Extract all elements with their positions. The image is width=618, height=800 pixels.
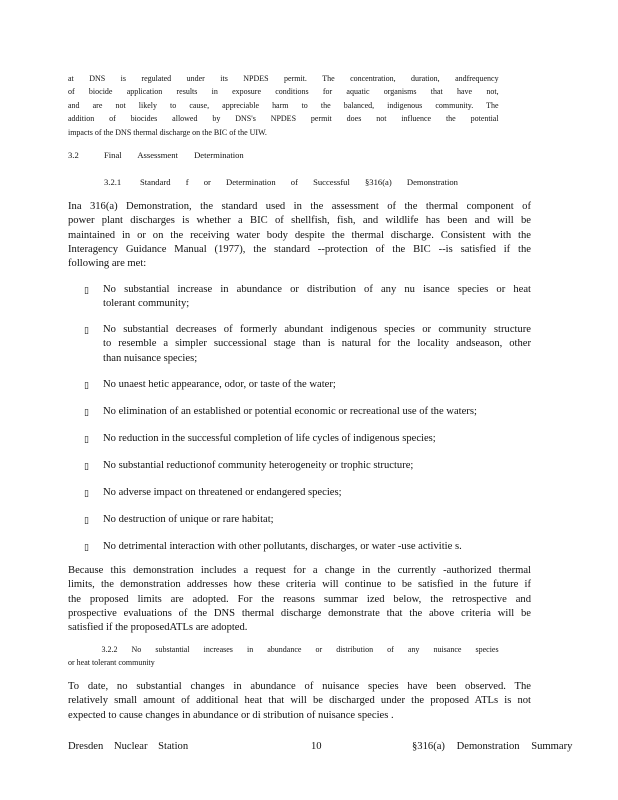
text-line: expected to cause changes in abundance or di stribution of nuisance species .	[68, 709, 394, 721]
text-line: No substantial increase in abundance or distribution of any nu isance species or heat	[103, 284, 531, 295]
text-line: No substantial reductionof community heterogeneity or trophic structure;	[103, 460, 414, 471]
text-line: of biocide application results in exposure conditions for aquatic organisms that have not,	[68, 86, 499, 97]
text-line: prospective evaluations of the DNS thermal discharge demonstrate that the above criteria will be	[68, 607, 531, 619]
bullet-box-icon: ▯	[84, 461, 89, 471]
text-line: Interagency Guidance Manual (1977), the standard --protection of the BIC --is satisfied if the	[68, 243, 531, 255]
criteria-text	[103, 432, 436, 446]
text-line: addition of biocides allowed by DNS's NPDES permit does not influence the potential	[68, 113, 499, 124]
text-line: No substantial decreases of formerly abundant indigenous species or community structure	[103, 324, 531, 335]
criteria-text	[103, 378, 336, 392]
section-3-2-number: 3.2	[68, 150, 79, 160]
bullet-box-icon: ▯	[84, 515, 89, 525]
text-line: and are not likely to cause, appreciable harm to the balanced, indigenous community. The	[68, 99, 499, 110]
intro-paragraph	[68, 72, 499, 139]
criteria-text	[103, 486, 342, 500]
text-line: tolerant community;	[103, 298, 190, 310]
bullet-box-icon: ▯	[84, 407, 89, 417]
criteria-text	[103, 283, 531, 312]
text-line: impacts of the DNS thermal discharge on the BIC of the UIW.	[68, 126, 267, 137]
nuisance-paragraph	[68, 680, 531, 723]
text-line: 3.2.2 No substantial increases in abundance or distribution of any nuisance species	[101, 644, 499, 654]
criteria-text	[103, 405, 477, 419]
text-line: Because this demonstration includes a request for a change in the currently -authorized thermal	[68, 565, 531, 576]
bullet-box-icon: ▯	[84, 542, 89, 552]
text-line: power plant discharges is whether a BIC of shellfish, fish, and wildlife has been and will be	[68, 215, 531, 227]
section-3-2-2-heading	[68, 643, 499, 670]
text-line: relatively small amount of additional heat that will be discharged under the proposed ATLs is not	[68, 695, 531, 707]
text-line: No elimination of an established or potential economic or recreational use of the waters;	[103, 406, 477, 417]
text-line: or heat tolerant community	[68, 657, 155, 668]
criteria-text	[103, 513, 274, 527]
text-line: maintained in or on the receiving water body despite the thermal discharge. Consistent with the	[68, 229, 531, 241]
section-3-2-1-title: Standard f or Determination of Successful §316(a) Demonstration	[140, 177, 458, 187]
text-line: Ina 316(a) Demonstration, the standard used in the assessment of the thermal component of	[68, 201, 531, 212]
footer-title: §316(a) Demonstration Summary	[412, 741, 573, 752]
footer-page-number: 10	[311, 741, 322, 752]
text-line: To date, no substantial changes in abundance of nuisance species have been observed. The	[68, 681, 531, 692]
criteria-text	[103, 323, 531, 366]
standard-paragraph	[68, 200, 531, 271]
text-line: limits, the demonstration addresses how these criteria will continue to be satisfied in the future if	[68, 579, 531, 591]
text-line: at DNS is regulated under its NPDES permit. The concentration, duration, andfrequency	[68, 73, 499, 83]
text-line: No destruction of unique or rare habitat;	[103, 514, 274, 525]
bullet-box-icon: ▯	[84, 285, 89, 295]
bullet-box-icon: ▯	[84, 380, 89, 390]
criteria-text	[103, 540, 462, 554]
text-line: following are met:	[68, 258, 147, 270]
bullet-box-icon: ▯	[84, 488, 89, 498]
text-line: satisfied if the proposedATLs are adopted.	[68, 622, 248, 634]
criteria-text	[103, 459, 413, 473]
text-line: No adverse impact on threatened or endangered species;	[103, 487, 342, 498]
demonstration-paragraph	[68, 564, 531, 635]
section-3-2-title: Final Assessment Determination	[104, 150, 244, 160]
text-line: to resemble a simpler successional stage than is natural for the locality andseason, other	[103, 338, 531, 350]
bullet-box-icon: ▯	[84, 325, 89, 335]
text-line: the proposed limits are adopted. For the reasons summar ized below, the retrospective and	[68, 593, 531, 605]
section-3-2-1-number: 3.2.1	[104, 177, 122, 187]
text-line: No detrimental interaction with other pollutants, discharges, or water -use activitie s.	[103, 541, 462, 552]
text-line: than nuisance species;	[103, 352, 198, 364]
text-line: No unaest hetic appearance, odor, or taste of the water;	[103, 379, 336, 390]
footer-station: Dresden Nuclear Station	[68, 741, 189, 752]
text-line: No reduction in the successful completion of life cycles of indigenous species;	[103, 433, 436, 444]
bullet-box-icon: ▯	[84, 434, 89, 444]
